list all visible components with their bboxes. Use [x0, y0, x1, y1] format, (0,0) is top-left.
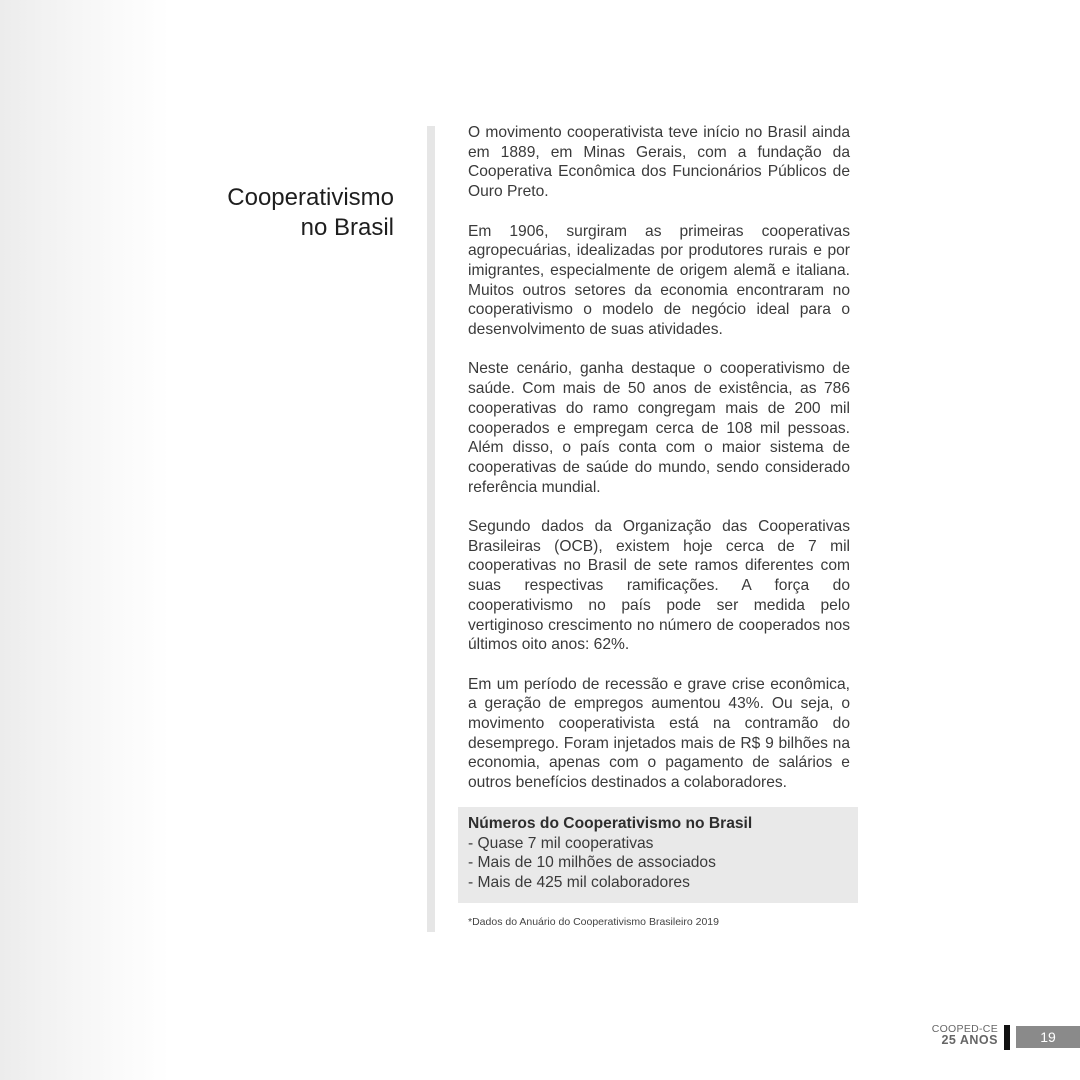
vertical-divider [427, 126, 435, 932]
section-title [227, 183, 394, 243]
paragraph-health: Neste cenário, ganha destaque o cooperativismo de saúde. Com mais de 50 anos de existência, as 786 cooperativas do ramo congregam mais de 200 mil cooperados e empregam cerca de 108 mil pessoas. Além disso, o país conta com o maior sistema de cooperativas de saúde do mundo, sendo considerado referência mundial. [468, 360, 850, 496]
footnote: *Dados do Anuário do Cooperativismo Brasileiro 2019 [468, 916, 719, 928]
facts-item: - Quase 7 mil cooperativas [468, 834, 654, 852]
facts-item: - Mais de 425 mil colaboradores [468, 874, 690, 892]
paragraph-history: O movimento cooperativista teve início no Brasil ainda em 1889, em Minas Gerais, com a fundação da Cooperativa Econômica dos Funcionários Públicos de Ouro Preto. [468, 124, 850, 201]
page-number: 19 [1016, 1026, 1080, 1048]
page-edge-shadow [0, 0, 170, 1080]
section-title-line-2: no Brasil [300, 214, 394, 241]
footer-brand [932, 1024, 998, 1046]
facts-title: Números do Cooperativismo no Brasil [468, 815, 753, 832]
paragraph-employment: Em um período de recessão e grave crise econômica, a geração de empregos aumentou 43%. Ou seja, o movimento cooperativista está na contramão do desemprego. Foram injetados mais de R$ 9 bilhões na economia, apenas com o pagamento de salários e outros benefícios destinados a colaboradores. [468, 675, 850, 792]
paragraph-ocb: Segundo dados da Organização das Cooperativas Brasileiras (OCB), existem hoje cerca de 7 mil cooperativas no Brasil de sete ramos diferentes com suas respectivas ramificações. A força do cooperativismo no país pode ser medida pelo vertiginoso crescimento no número de cooperados nos últimos oito anos: 62%. [468, 518, 850, 654]
section-title-line-1: Cooperativismo [227, 184, 394, 211]
facts-item: - Mais de 10 milhões de associados [468, 854, 716, 872]
paragraph-agro: Em 1906, surgiram as primeiras cooperativas agropecuárias, idealizadas por produtores rurais e por imigrantes, especialmente de origem alemã e italiana. Muitos outros setores da economia encontraram no cooperativismo o modelo de negócio ideal para o desenvolvimento de suas atividades. [468, 222, 850, 339]
footer-org: COOPED-CE [931, 1023, 998, 1035]
facts-box [458, 807, 858, 903]
footer-separator-bar [1004, 1025, 1010, 1050]
footer-years: 25 ANOS [941, 1033, 998, 1047]
article-body [468, 123, 850, 813]
